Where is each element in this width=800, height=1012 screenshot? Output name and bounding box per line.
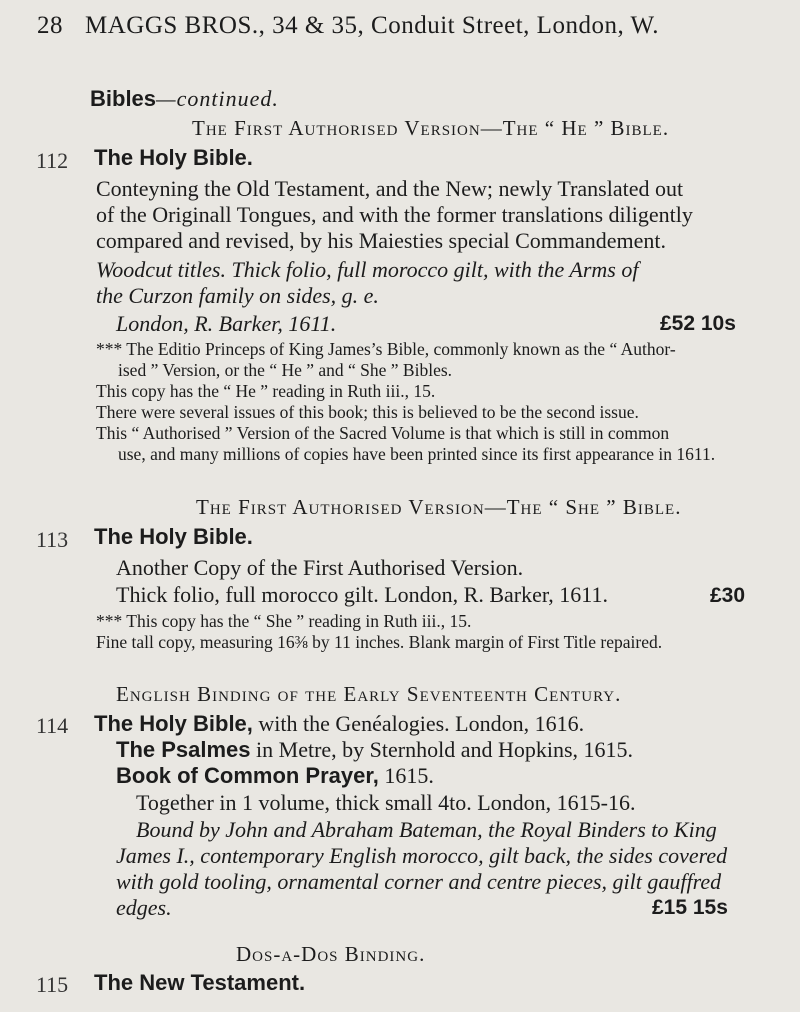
entry-112-subheading: The First Authorised Version—The “ He ” Bible. bbox=[192, 116, 670, 140]
entry-114-psalmes-title: The Psalmes bbox=[116, 737, 251, 762]
bookseller-address: MAGGS BROS., 34 & 35, Conduit Street, London, W. bbox=[85, 12, 660, 39]
entry-114-psalmes-rest: in Metre, by Sternhold and Hopkins, 1615. bbox=[250, 737, 634, 762]
section-continued: —continued. bbox=[156, 86, 279, 111]
entry-112-price: £52 10s bbox=[660, 312, 736, 335]
entry-114-subheading: English Binding of the Early Seventeenth Century. bbox=[116, 682, 622, 706]
entry-115-title: The New Testament. bbox=[94, 970, 306, 995]
entry-113-subheading: The First Authorised Version—The “ She ” Bible. bbox=[196, 495, 682, 519]
entry-113-line: Thick folio, full morocco gilt. London, R. Barker, 1611. bbox=[116, 582, 608, 607]
entry-114-title-rest: with the Genéalogies. London, 1616. bbox=[252, 711, 585, 736]
section-heading bbox=[90, 86, 279, 112]
entry-112-desc-line: compared and revised, by his Maiesties special Commandement. bbox=[96, 228, 667, 253]
entry-112-binding-line: Woodcut titles. Thick folio, full morocco gilt, with the Arms of bbox=[96, 257, 639, 282]
entry-114-title-line bbox=[94, 711, 584, 737]
page-header bbox=[37, 12, 659, 40]
entry-114-binding-line: edges. bbox=[116, 895, 172, 920]
entry-112-note-line: There were several issues of this book; this is believed to be the second issue. bbox=[96, 402, 639, 422]
entry-112-number: 112 bbox=[36, 148, 69, 173]
entry-113-price: £30 bbox=[710, 584, 746, 607]
entry-114-number-text: 114 bbox=[36, 713, 69, 738]
entry-114-prayer-line bbox=[116, 763, 434, 789]
entry-112-desc-line: of the Originall Tongues, and with the former translations diligently bbox=[96, 202, 693, 227]
entry-112-note-line: This copy has the “ He ” reading in Ruth iii., 15. bbox=[96, 381, 436, 401]
entry-113-line: Another Copy of the First Authorised Version. bbox=[116, 555, 524, 580]
entry-115-subheading: Dos-a-Dos Binding. bbox=[236, 942, 426, 966]
entry-113-note-line: *** This copy has the “ She ” reading in Ruth iii., 15. bbox=[96, 611, 472, 631]
entry-112-imprint: London, R. Barker, 1611. bbox=[116, 311, 337, 336]
entry-114-binding-line: Bound by John and Abraham Bateman, the Royal Binders to King bbox=[136, 817, 717, 842]
entry-114-psalmes-line bbox=[116, 737, 633, 763]
entry-114-price: £15 15s bbox=[652, 896, 728, 919]
entry-112-desc-line: Conteyning the Old Testament, and the New; newly Translated out bbox=[96, 176, 684, 201]
section-title: Bibles bbox=[90, 86, 157, 111]
entry-114-prayer-title: Book of Common Prayer, bbox=[116, 763, 379, 788]
entry-112-title: The Holy Bible. bbox=[94, 145, 253, 170]
entry-114-title: The Holy Bible, bbox=[94, 711, 253, 736]
entry-113-note-line: Fine tall copy, measuring 16⅜ by 11 inches. Blank margin of First Title repaired. bbox=[96, 632, 663, 652]
entry-114-binding-line: with gold tooling, ornamental corner and centre pieces, gilt gauffred bbox=[116, 869, 722, 894]
entry-113-number: 113 bbox=[36, 527, 69, 552]
entry-114-format-line: Together in 1 volume, thick small 4to. London, 1615-16. bbox=[136, 790, 636, 815]
entry-112-note-line: ised ” Version, or the “ He ” and “ She ” Bibles. bbox=[118, 360, 453, 380]
entry-113-title: The Holy Bible. bbox=[94, 524, 253, 549]
entry-114-number bbox=[36, 713, 68, 739]
entry-112-note-line: *** The Editio Princeps of King James’s Bible, commonly known as the “ Author- bbox=[96, 339, 676, 359]
entry-112-note-line: This “ Authorised ” Version of the Sacred Volume is that which is still in common bbox=[96, 423, 670, 443]
entry-112-binding-line: the Curzon family on sides, g. e. bbox=[96, 283, 379, 308]
entry-114-binding-line: James I., contemporary English morocco, gilt back, the sides covered bbox=[116, 843, 728, 868]
page-number: 28 bbox=[37, 12, 63, 39]
entry-114-prayer-rest: 1615. bbox=[378, 763, 434, 788]
entry-115-number: 115 bbox=[36, 972, 69, 997]
entry-112-note-line: use, and many millions of copies have been printed since its first appearance in 1611. bbox=[118, 444, 716, 464]
